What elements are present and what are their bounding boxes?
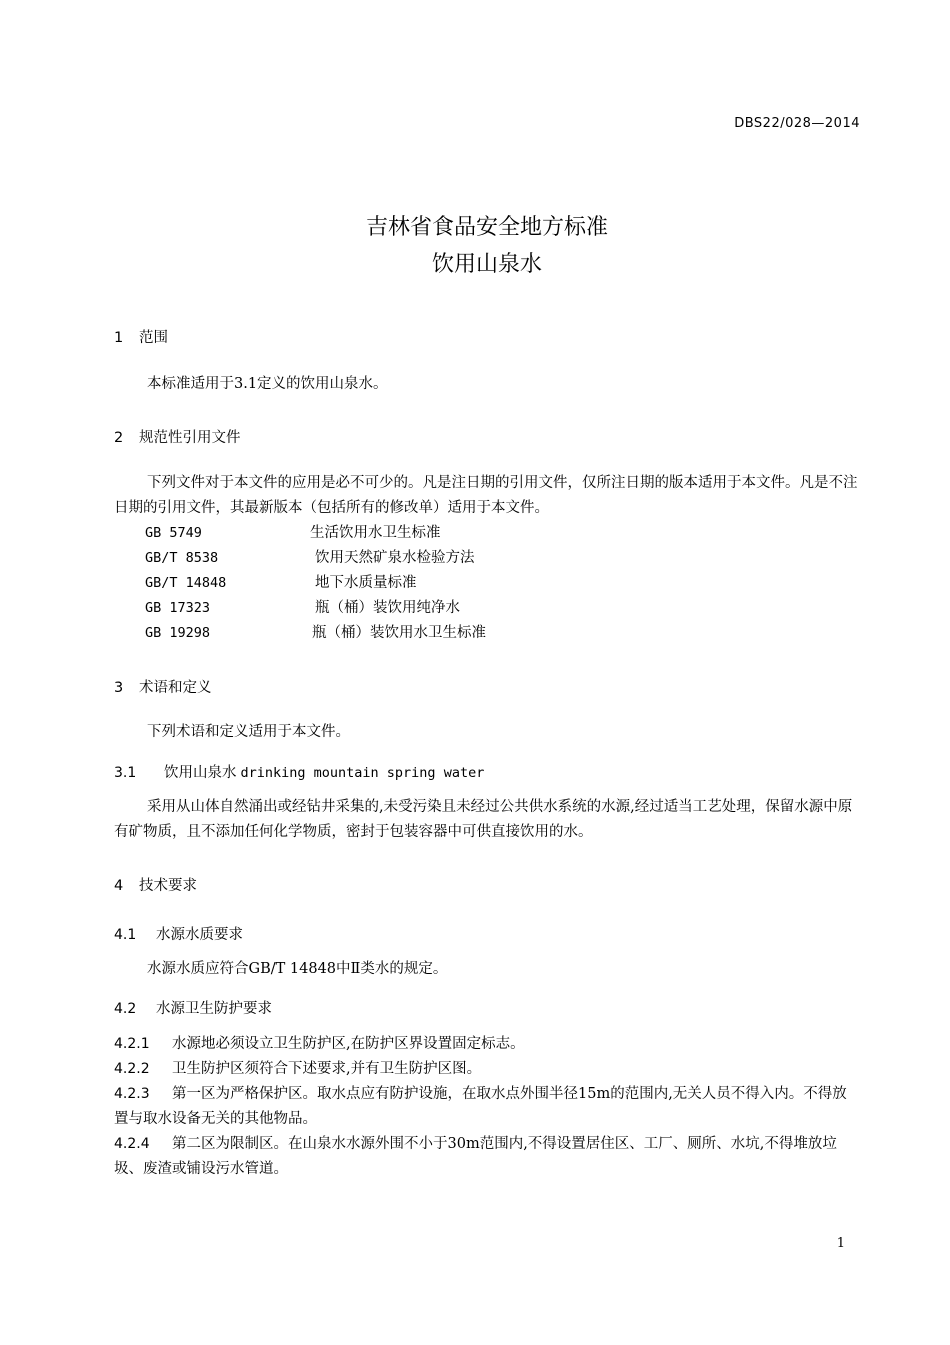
section-4-heading xyxy=(114,874,197,895)
standard-title: 吉林省食品安全地方标准 xyxy=(365,215,608,240)
reference-code: GB 5749 xyxy=(145,525,202,541)
clause-number: 4.2.3 xyxy=(114,1086,150,1102)
clause-text: 卫生防护区须符合下述要求,并有卫生防护区图。 xyxy=(172,1061,482,1077)
reference-title: 地下水质量标准 xyxy=(315,575,417,591)
section-number: 3 xyxy=(114,680,124,696)
reference-code: GB/T 14848 xyxy=(145,575,227,591)
clause-item xyxy=(114,1057,860,1082)
reference-code: GB 19298 xyxy=(145,625,211,641)
section-title: 范围 xyxy=(139,330,168,346)
definition-text: 采用从山体自然涌出或经钻井采集的,未受污染且未经过公共供水系统的水源,经过适当工艺处理，保留水源中原有矿物质，且不添加任何化学物质，密封于包装容器中可供直接饮用的水。 xyxy=(114,799,853,840)
section-number: 4 xyxy=(114,878,124,894)
reference-code: GB/T 8538 xyxy=(145,550,219,566)
clause-number: 4.1 xyxy=(114,927,137,943)
section-title: 技术要求 xyxy=(139,878,197,894)
reference-title: 生活饮用水卫生标准 xyxy=(310,525,441,541)
section-1-text: 本标准适用于3.1定义的饮用山泉水。 xyxy=(147,376,388,392)
clause-item xyxy=(114,1082,860,1132)
definition-term-cn: 饮用山泉水 xyxy=(164,765,237,781)
definition-heading xyxy=(114,761,484,782)
clause-text: 第二区为限制区。在山泉水水源外围不小于30m范围内,不得设置居住区、工厂、厕所、水坑,不得堆放垃圾、废渣或铺设污水管道。 xyxy=(114,1136,837,1177)
reference-title: 饮用天然矿泉水检验方法 xyxy=(315,550,475,566)
reference-title: 瓶（桶）装饮用纯净水 xyxy=(315,600,460,616)
reference-row xyxy=(145,596,460,621)
standard-subtitle: 饮用山泉水 xyxy=(431,252,542,277)
reference-row xyxy=(145,521,441,546)
section-1-heading xyxy=(114,326,168,347)
reference-row xyxy=(145,571,417,596)
section-3-heading xyxy=(114,676,212,697)
clause-item xyxy=(114,1132,860,1182)
reference-row xyxy=(145,546,475,571)
document-number: DBS22/028—2014 xyxy=(734,116,860,131)
section-2-heading xyxy=(114,426,241,447)
definition-number: 3.1 xyxy=(114,765,137,781)
clause-number: 4.2.2 xyxy=(114,1061,150,1077)
section-4-1-text: 水源水质应符合GB/T 14848中Ⅱ类水的规定。 xyxy=(147,961,448,977)
page-number: 1 xyxy=(836,1236,845,1251)
reference-code: GB 17323 xyxy=(145,600,211,616)
clause-text: 第一区为严格保护区。取水点应有防护设施，在取水点外围半径15m的范围内,无关人员不得入内。不得放置与取水设备无关的其他物品。 xyxy=(114,1086,847,1127)
clause-item xyxy=(114,1032,860,1057)
section-2-text: 下列文件对于本文件的应用是必不可少的。凡是注日期的引用文件，仅所注日期的版本适用于本文件。凡是不注日期的引用文件，其最新版本（包括所有的修改单）适用于本文件。 xyxy=(114,475,858,516)
section-3-text: 下列术语和定义适用于本文件。 xyxy=(147,724,350,740)
clause-text: 水源地必须设立卫生防护区,在防护区界设置固定标志。 xyxy=(172,1036,525,1052)
section-number: 2 xyxy=(114,430,124,446)
section-4-1-heading xyxy=(114,923,243,944)
section-title: 规范性引用文件 xyxy=(139,430,241,446)
clause-title: 水源水质要求 xyxy=(156,927,243,943)
definition-term-en: drinking mountain spring water xyxy=(240,765,485,781)
clause-number: 4.2.1 xyxy=(114,1036,150,1052)
section-4-2-heading xyxy=(114,997,272,1018)
section-number: 1 xyxy=(114,330,124,346)
clause-title: 水源卫生防护要求 xyxy=(156,1001,272,1017)
reference-title: 瓶（桶）装饮用水卫生标准 xyxy=(312,625,486,641)
clause-number: 4.2 xyxy=(114,1001,137,1017)
section-title: 术语和定义 xyxy=(139,680,212,696)
clause-number: 4.2.4 xyxy=(114,1136,150,1152)
reference-row xyxy=(145,621,486,646)
